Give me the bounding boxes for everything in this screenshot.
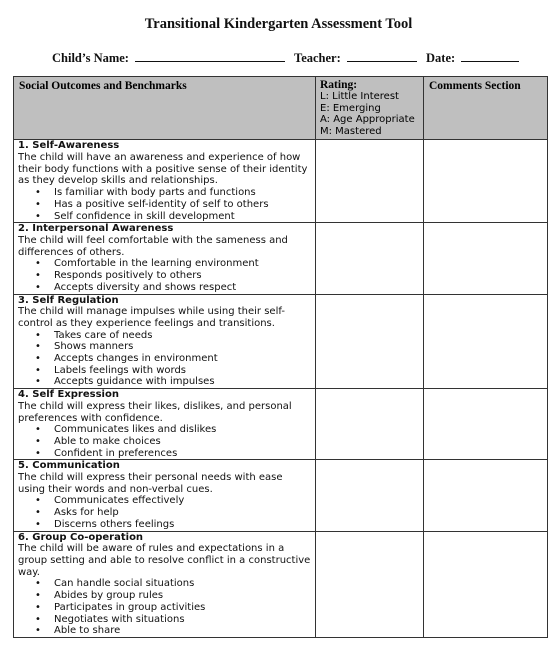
section-row bbox=[14, 223, 548, 294]
rating-title: Rating: bbox=[320, 79, 358, 91]
benchmark-list bbox=[18, 330, 312, 389]
outcomes-column-header: Social Outcomes and Benchmarks bbox=[14, 77, 316, 140]
section-content bbox=[14, 460, 316, 531]
benchmark-list bbox=[18, 424, 312, 459]
section-row bbox=[14, 389, 548, 460]
benchmark-item: • Can handle social situations bbox=[18, 578, 312, 590]
benchmark-item: • Abides by group rules bbox=[18, 590, 312, 602]
benchmark-list bbox=[18, 495, 312, 530]
teacher-blank[interactable] bbox=[347, 50, 417, 62]
section-row bbox=[14, 294, 548, 389]
document-title: Transitional Kindergarten Assessment Tool bbox=[144, 16, 413, 32]
date-blank[interactable] bbox=[461, 50, 519, 62]
benchmark-item: • Takes care of needs bbox=[18, 330, 312, 342]
child-name-blank[interactable] bbox=[135, 50, 285, 62]
benchmark-item: • Self confidence in skill development bbox=[18, 211, 312, 223]
comments-cell[interactable] bbox=[424, 223, 548, 294]
child-name-label: Child’s Name: bbox=[52, 51, 129, 65]
benchmark-item: • Communicates likes and dislikes bbox=[18, 424, 312, 436]
benchmark-item: • Labels feelings with words bbox=[18, 365, 312, 377]
benchmark-item: • Able to share bbox=[18, 625, 312, 637]
section-description: The child will express their personal needs with ease using their words and non-verbal cues. bbox=[18, 472, 283, 495]
rating-cell[interactable] bbox=[316, 460, 424, 531]
section-title: 6. Group Co-operation bbox=[18, 531, 144, 543]
comments-cell[interactable] bbox=[424, 460, 548, 531]
rating-cell[interactable] bbox=[316, 389, 424, 460]
rating-column-header bbox=[316, 77, 424, 140]
benchmark-list bbox=[18, 187, 312, 222]
section-row bbox=[14, 140, 548, 223]
section-row bbox=[14, 460, 548, 531]
section-content bbox=[14, 140, 316, 223]
benchmark-list bbox=[18, 578, 312, 637]
section-row bbox=[14, 531, 548, 637]
rating-scale-item: L: Little Interest bbox=[320, 91, 399, 102]
section-content bbox=[14, 223, 316, 294]
benchmark-item: • Negotiates with situations bbox=[18, 614, 312, 626]
section-description: The child will feel comfortable with the sameness and differences of others. bbox=[18, 235, 288, 258]
rating-scale-item: A: Age Appropriate bbox=[320, 114, 415, 126]
section-content bbox=[14, 294, 316, 389]
section-description: The child will manage impulses while using their self-control as they experience feelings and transitions. bbox=[18, 306, 285, 329]
benchmark-item: • Discerns others feelings bbox=[18, 519, 312, 531]
rating-scale-item: E: Emerging bbox=[320, 102, 381, 114]
benchmark-item: • Responds positively to others bbox=[18, 270, 312, 282]
section-description: The child will be aware of rules and expectations in a group setting and able to resolve conflict in a constructive way. bbox=[18, 543, 311, 578]
rating-cell[interactable] bbox=[316, 294, 424, 389]
rating-cell[interactable] bbox=[316, 531, 424, 637]
benchmark-item: • Communicates effectively bbox=[18, 495, 312, 507]
assessment-table bbox=[13, 76, 548, 638]
table-header-row bbox=[14, 77, 548, 140]
date-label: Date: bbox=[426, 51, 456, 65]
benchmark-item: • Accepts diversity and shows respect bbox=[18, 282, 312, 294]
section-title: 5. Communication bbox=[18, 460, 120, 472]
section-content bbox=[14, 531, 316, 637]
section-title: 1. Self-Awareness bbox=[18, 140, 120, 152]
benchmark-item: • Comfortable in the learning environment bbox=[18, 258, 312, 270]
benchmark-item: • Accepts guidance with impulses bbox=[18, 376, 312, 388]
section-title: 3. Self Regulation bbox=[18, 294, 119, 306]
rating-scale-item: M: Mastered bbox=[320, 125, 382, 137]
comments-cell[interactable] bbox=[424, 140, 548, 223]
comments-cell[interactable] bbox=[424, 531, 548, 637]
benchmark-item: • Able to make choices bbox=[18, 436, 312, 448]
comments-cell[interactable] bbox=[424, 389, 548, 460]
comments-cell[interactable] bbox=[424, 294, 548, 389]
benchmark-item: • Asks for help bbox=[18, 507, 312, 519]
benchmark-item: • Is familiar with body parts and functions bbox=[18, 187, 312, 199]
benchmark-item: • Confident in preferences bbox=[18, 448, 312, 460]
benchmark-item: • Has a positive self-identity of self to others bbox=[18, 199, 312, 211]
benchmark-item: • Accepts changes in environment bbox=[18, 353, 312, 365]
benchmark-item: • Shows manners bbox=[18, 341, 312, 353]
form-fields-row bbox=[52, 50, 532, 66]
rating-cell[interactable] bbox=[316, 223, 424, 294]
rating-cell[interactable] bbox=[316, 140, 424, 223]
section-title: 2. Interpersonal Awareness bbox=[18, 223, 174, 235]
comments-column-header: Comments Section bbox=[424, 77, 548, 140]
section-title: 4. Self Expression bbox=[18, 389, 119, 401]
section-description: The child will express their likes, dislikes, and personal preferences with confidence. bbox=[18, 400, 292, 424]
teacher-label: Teacher: bbox=[294, 51, 341, 65]
section-content bbox=[14, 389, 316, 460]
section-description: The child will have an awareness and experience of how their body functions with a positive sense of their identity as they develop skills and relationships. bbox=[18, 152, 308, 187]
benchmark-list bbox=[18, 258, 312, 293]
benchmark-item: • Participates in group activities bbox=[18, 602, 312, 614]
